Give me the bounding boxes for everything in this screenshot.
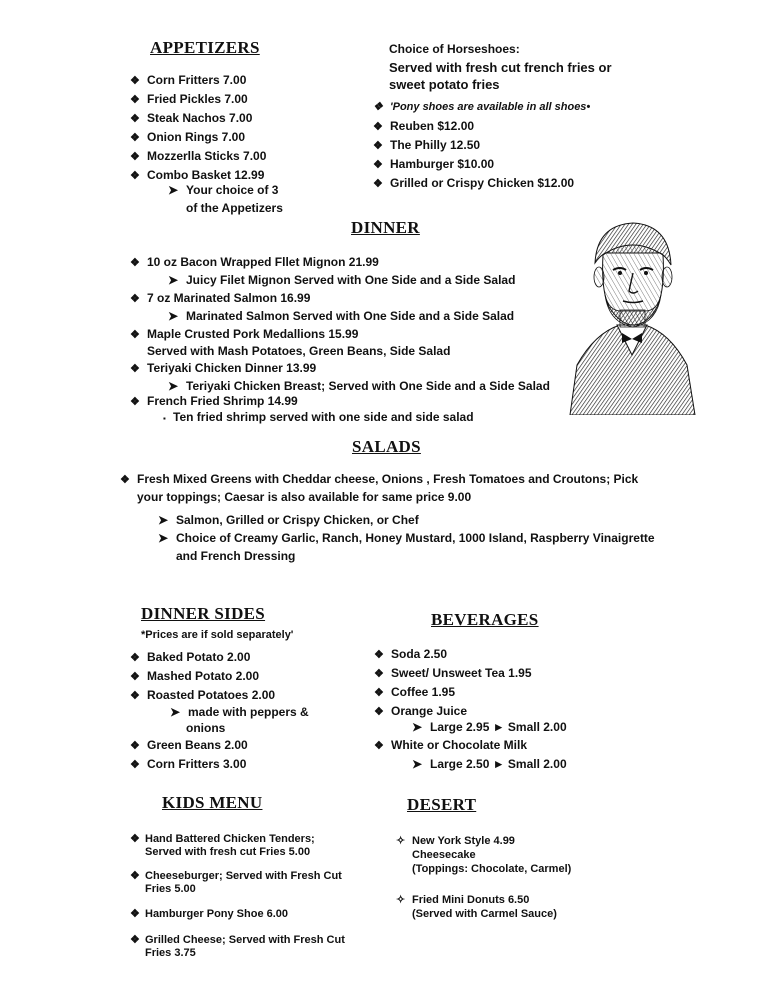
salad-item: ❖ Fresh Mixed Greens with Cheddar cheese, Onions , Fresh Tomatoes and Croutons; Pick bbox=[120, 470, 638, 489]
list-item: ❖ Combo Basket 12.99 bbox=[130, 166, 266, 185]
horseshoes-list bbox=[373, 117, 574, 193]
list-item: ❖ Corn Fritters 3.00 bbox=[130, 755, 248, 774]
pony-note: ❖ 'Pony shoes are available in all shoes• bbox=[373, 98, 590, 116]
arrow-icon: ➤ bbox=[412, 720, 423, 734]
dinner-item: ❖ 10 oz Bacon Wrapped Fllet Mignon 21.99 bbox=[130, 253, 379, 272]
appetizers-heading: APPETIZERS bbox=[150, 38, 260, 57]
dinner-item-detail: Served with Mash Potatoes, Green Beans, Side Salad bbox=[147, 344, 451, 358]
diamond-icon: ❖ bbox=[130, 363, 140, 375]
arrow-icon: ➤ bbox=[168, 379, 179, 393]
diamond-icon: ❖ bbox=[130, 652, 140, 664]
arrow-icon: ➤ bbox=[168, 309, 179, 323]
diamond-icon: ❖ bbox=[374, 649, 384, 661]
diamond-icon: ❖ bbox=[130, 75, 140, 87]
diamond-icon: ❖ bbox=[130, 257, 140, 269]
diamond-icon: ❖ bbox=[130, 132, 140, 144]
appetizers-list bbox=[130, 71, 266, 185]
roasted-note: ➤ made with peppers & bbox=[170, 705, 309, 719]
beverages-heading: BEVERAGES bbox=[431, 610, 539, 629]
list-item: ❖ Steak Nachos 7.00 bbox=[130, 109, 266, 128]
bullet-icon: ▪ bbox=[163, 414, 166, 423]
diamond-icon: ❖ bbox=[120, 474, 130, 486]
arrow-icon: ➤ bbox=[158, 531, 169, 545]
arrow-icon: ➤ bbox=[170, 705, 181, 719]
diamond-icon: ❖ bbox=[373, 101, 383, 113]
diamond-icon: ❖ bbox=[373, 159, 383, 171]
list-item: ❖ Orange Juice bbox=[374, 702, 532, 721]
desert-item-line: (Served with Carmel Sauce) bbox=[412, 908, 557, 920]
diamond-icon: ❖ bbox=[130, 151, 140, 163]
desert-heading: DESERT bbox=[407, 795, 477, 814]
dinner-heading: DINNER bbox=[351, 218, 420, 237]
dinner-item: ❖ 7 oz Marinated Salmon 16.99 bbox=[130, 289, 310, 308]
list-item: ❖ Grilled or Crispy Chicken $12.00 bbox=[373, 174, 574, 193]
kids-heading: KIDS MENU bbox=[162, 793, 263, 812]
kids-item-line2: Fries 5.00 bbox=[145, 883, 196, 895]
diamond-icon: ❖ bbox=[373, 178, 383, 190]
list-item: ❖ Roasted Potatoes 2.00 bbox=[130, 686, 275, 705]
sides-list bbox=[130, 648, 275, 705]
diamond-icon: ❖ bbox=[130, 759, 140, 771]
desert-item: ✧ Fried Mini Donuts 6.50 bbox=[396, 894, 530, 906]
arrow-icon: ➤ bbox=[158, 513, 169, 527]
diamond-icon: ❖ bbox=[130, 934, 140, 946]
kids-item: ❖ Hand Battered Chicken Tenders; bbox=[130, 833, 315, 845]
dinner-item-detail: ➤ Juicy Filet Mignon Served with One Side and a Side Salad bbox=[168, 273, 516, 287]
diamond-icon: ❖ bbox=[130, 396, 140, 408]
arrow-icon: ➤ bbox=[412, 757, 423, 771]
desert-item-line: (Toppings: Chocolate, Carmel) bbox=[412, 863, 572, 875]
list-item: ❖ Corn Fritters 7.00 bbox=[130, 71, 266, 90]
diamond-icon: ❖ bbox=[130, 740, 140, 752]
diamond-icon: ❖ bbox=[373, 121, 383, 133]
diamond-icon: ❖ bbox=[374, 687, 384, 699]
list-item: ❖ Hamburger $10.00 bbox=[373, 155, 574, 174]
diamond-icon: ❖ bbox=[130, 170, 140, 182]
oj-sizes: ➤ Large 2.95 ► Small 2.00 bbox=[412, 720, 567, 734]
salad-option: ➤ Choice of Creamy Garlic, Ranch, Honey Mustard, 1000 Island, Raspberry Vinaigrette bbox=[158, 531, 655, 545]
diamond-outline-icon: ✧ bbox=[396, 894, 406, 906]
kids-item-line2: Fries 3.75 bbox=[145, 947, 196, 959]
list-item: ❖ Sweet/ Unsweet Tea 1.95 bbox=[374, 664, 532, 683]
dinner-item: ❖ Maple Crusted Pork Medallions 15.99 bbox=[130, 325, 358, 344]
salad-option-line2: and French Dressing bbox=[176, 549, 296, 563]
desert-item-line: Cheesecake bbox=[412, 849, 476, 861]
portrait-image bbox=[565, 215, 700, 415]
list-item: ❖ The Philly 12.50 bbox=[373, 136, 574, 155]
diamond-outline-icon: ✧ bbox=[396, 835, 406, 847]
beverages-list bbox=[374, 645, 532, 721]
diamond-icon: ❖ bbox=[130, 833, 140, 845]
salad-item-line2: your toppings; Caesar is also available for same price 9.00 bbox=[137, 490, 472, 504]
salad-option: ➤ Salmon, Grilled or Crispy Chicken, or Chef bbox=[158, 513, 419, 527]
sides-heading: DINNER SIDES bbox=[141, 604, 266, 623]
dinner-item: ❖ Teriyaki Chicken Dinner 13.99 bbox=[130, 359, 316, 378]
diamond-icon: ❖ bbox=[130, 94, 140, 106]
sides-note: *Prices are if sold separately' bbox=[141, 629, 294, 641]
list-item: ❖ White or Chocolate Milk bbox=[374, 736, 527, 755]
dinner-item-detail: ▪ Ten fried shrimp served with one side and side salad bbox=[163, 408, 474, 428]
diamond-icon: ❖ bbox=[130, 671, 140, 683]
sides-list-2 bbox=[130, 736, 248, 774]
diamond-icon: ❖ bbox=[374, 706, 384, 718]
roasted-note-2: onions bbox=[186, 721, 226, 735]
dinner-item-detail: ➤ Marinated Salmon Served with One Side and a Side Salad bbox=[168, 309, 515, 323]
milk-sizes: ➤ Large 2.50 ► Small 2.00 bbox=[412, 757, 567, 771]
kids-item-line2: Served with fresh cut Fries 5.00 bbox=[145, 846, 311, 858]
arrow-icon: ➤ bbox=[168, 273, 179, 287]
combo-note: ➤ Your choice of 3 bbox=[168, 183, 279, 197]
diamond-icon: ❖ bbox=[374, 668, 384, 680]
list-item: ❖ Coffee 1.95 bbox=[374, 683, 532, 702]
diamond-icon: ❖ bbox=[130, 908, 140, 920]
horseshoes-intro: Choice of Horseshoes: bbox=[389, 42, 520, 56]
diamond-icon: ❖ bbox=[130, 329, 140, 341]
list-item: ❖ Mashed Potato 2.00 bbox=[130, 667, 275, 686]
horseshoes-line2: sweet potato fries bbox=[389, 77, 500, 92]
list-item: ❖ Soda 2.50 bbox=[374, 645, 532, 664]
kids-item: ❖ Cheeseburger; Served with Fresh Cut bbox=[130, 870, 342, 882]
list-item: ❖ Baked Potato 2.00 bbox=[130, 648, 275, 667]
list-item: ❖ Green Beans 2.00 bbox=[130, 736, 248, 755]
diamond-icon: ❖ bbox=[130, 293, 140, 305]
kids-item: ❖ Hamburger Pony Shoe 6.00 bbox=[130, 908, 289, 920]
salads-heading: SALADS bbox=[352, 437, 421, 456]
combo-note-2: of the Appetizers bbox=[186, 201, 283, 215]
diamond-icon: ❖ bbox=[130, 870, 140, 882]
list-item: ❖ Onion Rings 7.00 bbox=[130, 128, 266, 147]
diamond-icon: ❖ bbox=[130, 690, 140, 702]
kids-item: ❖ Grilled Cheese; Served with Fresh Cut bbox=[130, 934, 345, 946]
dinner-item-detail: ➤ Teriyaki Chicken Breast; Served with One Side and a Side Salad bbox=[168, 379, 550, 393]
list-item: ❖ Reuben $12.00 bbox=[373, 117, 574, 136]
desert-item: ✧ New York Style 4.99 bbox=[396, 835, 515, 847]
diamond-icon: ❖ bbox=[373, 140, 383, 152]
diamond-icon: ❖ bbox=[374, 740, 384, 752]
arrow-icon: ➤ bbox=[168, 183, 179, 197]
diamond-icon: ❖ bbox=[130, 113, 140, 125]
dinner-item: ❖ French Fried Shrimp 14.99 bbox=[130, 392, 298, 411]
list-item: ❖ Mozzerlla Sticks 7.00 bbox=[130, 147, 266, 166]
list-item: ❖ Fried Pickles 7.00 bbox=[130, 90, 266, 109]
horseshoes-line1: Served with fresh cut french fries or bbox=[389, 60, 612, 75]
